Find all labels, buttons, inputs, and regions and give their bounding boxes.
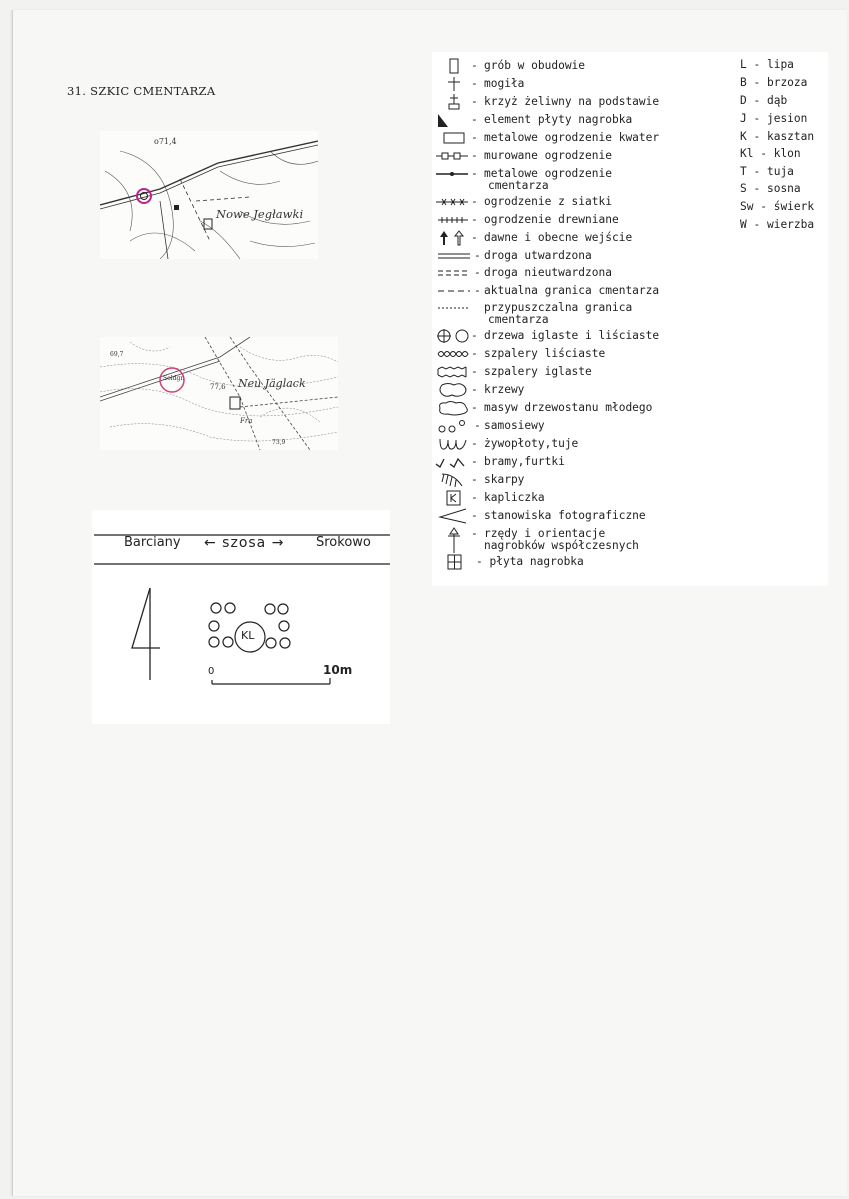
legend-item: - aktualna granica cmentarza	[432, 283, 732, 299]
legend-item: - szpalery iglaste	[432, 364, 732, 380]
legend-item: - samosiewy	[432, 418, 732, 434]
grave-orientation-icon	[434, 526, 470, 554]
self-seeding-icon	[434, 418, 470, 434]
cemetery-sketch	[92, 510, 390, 724]
legend-item: - metalowe ogrodzenie kwater	[432, 130, 732, 146]
legend-item: - murowane ogrodzenie	[432, 148, 732, 164]
scale-bar	[212, 678, 330, 684]
tree-code-row: L - lipa	[740, 58, 794, 71]
metal-fence-icon	[434, 166, 470, 182]
paved-road-icon	[434, 248, 470, 264]
legend-item: - element płyty nagrobka	[432, 112, 732, 128]
map-historic-height-b: 77,6	[210, 383, 226, 391]
legend-item: - płyta nagrobka	[432, 554, 732, 570]
legend-item: - ogrodzenie drewniane	[432, 212, 732, 228]
chapel-icon	[434, 490, 470, 506]
tree-code-row: S - sosna	[740, 182, 801, 195]
legend-item: - żywopłoty,tuje	[432, 436, 732, 452]
legend-item: - drzewa iglaste i liściaste	[432, 328, 732, 344]
young-stand-icon	[434, 400, 470, 416]
legend-item: - mogiła	[432, 76, 732, 92]
legend-item: - bramy,furtki	[432, 454, 732, 470]
legend-item: przypuszczalna granica cmentarza	[432, 300, 732, 316]
metal-fence-quarter-icon	[434, 130, 470, 146]
north-arrow-icon	[132, 588, 160, 680]
gate-icon	[434, 454, 470, 470]
tomb-slab-icon	[434, 554, 470, 570]
tree-code-row: W - wierzba	[740, 218, 815, 231]
map-historic-circle-label: Soldgr.	[163, 375, 185, 382]
legend-item: - kapliczka	[432, 490, 732, 506]
bleed-through-text	[627, 700, 640, 707]
tree-code-row: Kl - klon	[740, 147, 801, 160]
map-historic-height-c: 73,9	[272, 439, 286, 446]
legend-item: - szpalery liściaste	[432, 346, 732, 362]
presumed-border-icon	[434, 300, 470, 316]
wooden-fence-icon	[434, 212, 470, 228]
legend-item: - stanowiska fotograficzne	[432, 508, 732, 524]
map-historic-small-label: Fra	[240, 417, 253, 425]
mound-cross-icon	[434, 76, 470, 92]
legend-panel	[432, 52, 828, 586]
sketch-left-town: Barciany	[124, 535, 181, 550]
map-historic-drawing	[100, 337, 338, 450]
legend-item: - dawne i obecne wejście	[432, 230, 732, 246]
tree-code-row: T - tuja	[740, 165, 794, 178]
legend-item: - metalowe ogrodzenie cmentarza	[432, 166, 732, 182]
tree-circles	[209, 603, 290, 652]
brick-fence-icon	[434, 148, 470, 164]
tombstone-fragment-icon	[434, 112, 470, 128]
photo-station-icon	[434, 508, 470, 524]
map-historic-height-a: 69,7	[110, 351, 124, 358]
unpaved-road-icon	[434, 265, 470, 281]
map-modern	[100, 131, 318, 259]
hedge-icon	[434, 436, 470, 452]
sketch-road: ← szosa →	[204, 535, 285, 551]
tree-code-row: D - dąb	[740, 94, 788, 107]
legend-item: - ogrodzenie z siatki	[432, 194, 732, 210]
entrance-arrows-icon	[434, 230, 470, 246]
tree-code-row: J - jesion	[740, 112, 808, 125]
mesh-fence-icon	[434, 194, 470, 210]
page-title: 31. SZKIC CMENTARZA	[67, 84, 216, 98]
slope-icon	[434, 472, 470, 488]
legend-item: droga utwardzona -	[432, 248, 732, 264]
iron-cross-icon	[434, 94, 470, 110]
legend-item: - skarpy	[432, 472, 732, 488]
sketch-right-town: Srokowo	[316, 535, 371, 550]
current-border-icon	[434, 283, 470, 299]
legend-item: - krzewy	[432, 382, 732, 398]
legend-item: - krzyż żeliwny na podstawie	[432, 94, 732, 110]
sketch-scale-end: 10m	[323, 663, 353, 677]
map-historic-place-label: Neu Jäglack	[238, 377, 306, 390]
conifer-row-icon	[434, 364, 470, 380]
tree-code-row: K - kasztan	[740, 130, 815, 143]
legend-item: - masyw drzewostanu młodego	[432, 400, 732, 416]
map-historic	[100, 337, 338, 450]
legend-item: - rzędy i orientacje nagrobków współczesnych	[432, 526, 732, 542]
trees-icon	[434, 328, 470, 344]
tree-code-row: Sw - świerk	[740, 200, 815, 213]
sketch-center-tree-label: KL	[241, 629, 255, 642]
legend-item: - droga nieutwardzona	[432, 265, 732, 281]
grave-enclosure-icon	[434, 58, 470, 74]
map-modern-drawing	[100, 131, 318, 259]
deciduous-row-icon	[434, 346, 470, 362]
shrubs-icon	[434, 382, 470, 398]
map-modern-place-label: Nowe Jegławki	[216, 207, 304, 221]
tree-code-row: B - brzoza	[740, 76, 808, 89]
sketch-scale-start: 0	[208, 666, 215, 677]
map-modern-height-label: o71,4	[154, 137, 177, 146]
legend-item: - grób w obudowie	[432, 58, 732, 74]
